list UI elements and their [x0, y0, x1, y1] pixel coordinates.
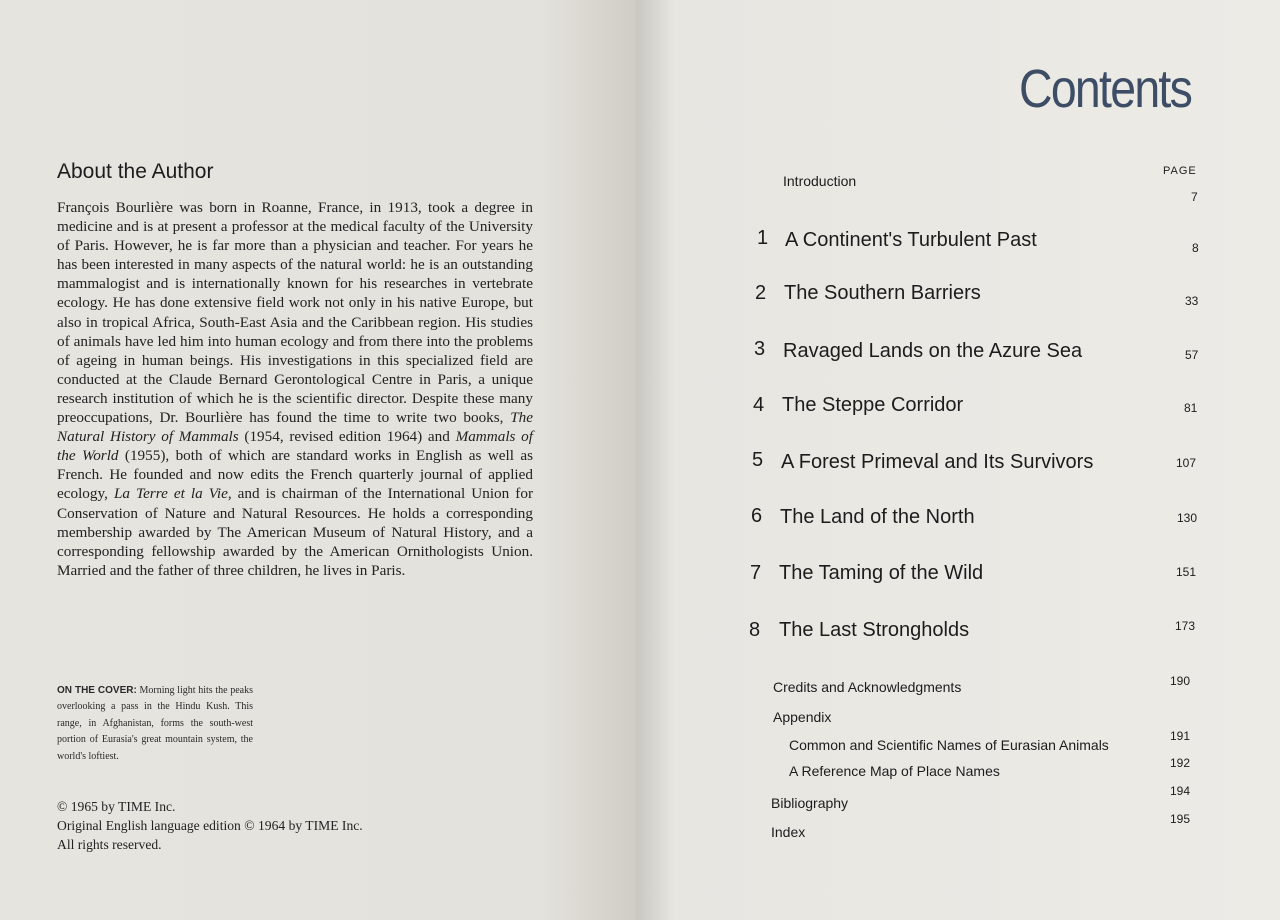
copyright-line: Original English language edition © 1964 by TIME Inc. [57, 818, 363, 833]
chapter-number: 2 [755, 282, 767, 304]
toc-index-title[interactable]: Index [771, 824, 806, 840]
toc-introduction-page: 7 [1191, 190, 1198, 204]
chapter-page: 173 [1175, 619, 1196, 633]
cover-label: ON THE COVER: [57, 685, 137, 696]
toc-credits-title[interactable]: Credits and Acknowledgments [773, 679, 962, 695]
chapter-number: 7 [750, 562, 762, 584]
toc-bibliography-title[interactable]: Bibliography [771, 795, 849, 811]
chapter-number: 6 [751, 505, 763, 527]
journal-title: La Terre et la Vie [113, 485, 228, 503]
toc-appendix-title[interactable]: Appendix [773, 709, 832, 725]
chapter-title[interactable]: The Land of the North [780, 506, 975, 528]
page-column-header: PAGE [1163, 165, 1197, 177]
chapter-title[interactable]: A Continent's Turbulent Past [785, 229, 1037, 251]
cover-text: Morning light hits the peaks overlooking a pass in the Hindu Kush. This range, in Afghanistan, forms the south-west portion of Eurasia's great mountain system, the world's loftiest. [57, 685, 253, 762]
toc-common-names-title[interactable]: Common and Scientific Names of Eurasian Animals [789, 737, 1109, 753]
chapter-number: 1 [757, 227, 769, 249]
chapter-page: 130 [1177, 511, 1198, 525]
left-page [0, 0, 636, 920]
chapter-page: 57 [1185, 348, 1199, 362]
bio-segment: François Bourlière was born in Roanne, France, in 1913, took a degree in medicine and is at present a professor at the medical faculty of the University of Paris. However, he is far more than a physician and teacher. For years he has been interested in many aspects of the natural world: he is an outstanding mammalogist and is internationally known for his researches in vertebrate ecology. He has done extensive field work not only in his native Europe, but also in tropical Africa, South-East Asia and the Caribbean region. His studies of animals have led him into human ecology and from there into the problems of ageing in human beings. His investigations in this specialized field are conducted at the Claude Bernard Gerontological Centre in Paris, a unique research institution of which he is the scientific director. Despite these many preoccupations, Dr. Bourlière has found the time to write two books, [57, 199, 533, 427]
toc-credits-page: 190 [1170, 674, 1191, 688]
chapter-number: 8 [749, 619, 761, 641]
copyright-line: © 1965 by TIME Inc. [57, 799, 176, 814]
chapter-page: 107 [1176, 456, 1197, 470]
chapter-page: 33 [1185, 294, 1199, 308]
toc-introduction-title[interactable]: Introduction [783, 173, 857, 189]
chapter-number: 4 [753, 394, 765, 416]
toc-reference-map-title[interactable]: A Reference Map of Place Names [789, 763, 1000, 779]
author-bio [57, 198, 533, 580]
bio-segment: (1955), both of which are standard works in English as well as French. He founded and now edits the French quarterly journal of applied ecology, [57, 447, 533, 503]
copyright-block [57, 797, 477, 854]
chapter-page: 81 [1184, 401, 1198, 415]
bio-segment: , and is chairman of the International Union for Conservation of Nature and Natural Resources. He holds a corresponding membership awarded by The American Museum of Natural History, and a corresponding fellowship awarded by the American Ornithologists Union. Married and the father of three children, he lives in Paris. [57, 485, 533, 579]
bio-segment: (1954, revised edition 1964) and [238, 428, 456, 446]
toc-index-page: 195 [1170, 812, 1191, 826]
book-title-mammals-world: Mammals of the World [57, 428, 533, 465]
chapter-title[interactable]: The Last Strongholds [779, 619, 970, 641]
toc-bibliography-page: 194 [1170, 784, 1191, 798]
book-title-natural-history: The Natural History of Mammals [57, 409, 533, 446]
toc-reference-map-page: 192 [1170, 756, 1191, 770]
chapter-title[interactable]: Ravaged Lands on the Azure Sea [783, 340, 1083, 362]
chapter-page: 8 [1192, 241, 1199, 255]
chapter-number: 3 [754, 338, 766, 360]
chapter-title[interactable]: The Southern Barriers [784, 282, 981, 304]
about-author-heading: About the Author [57, 160, 214, 183]
chapter-title[interactable]: A Forest Primeval and Its Survivors [781, 451, 1094, 473]
chapter-title[interactable]: The Taming of the Wild [779, 562, 984, 584]
copyright-line: All rights reserved. [57, 837, 162, 852]
toc-common-names-page: 191 [1170, 729, 1191, 743]
contents-title: Contents [1019, 59, 1192, 119]
cover-note [57, 683, 253, 765]
chapter-page: 151 [1176, 565, 1197, 579]
chapter-number: 5 [752, 449, 764, 471]
chapter-title[interactable]: The Steppe Corridor [782, 394, 964, 416]
